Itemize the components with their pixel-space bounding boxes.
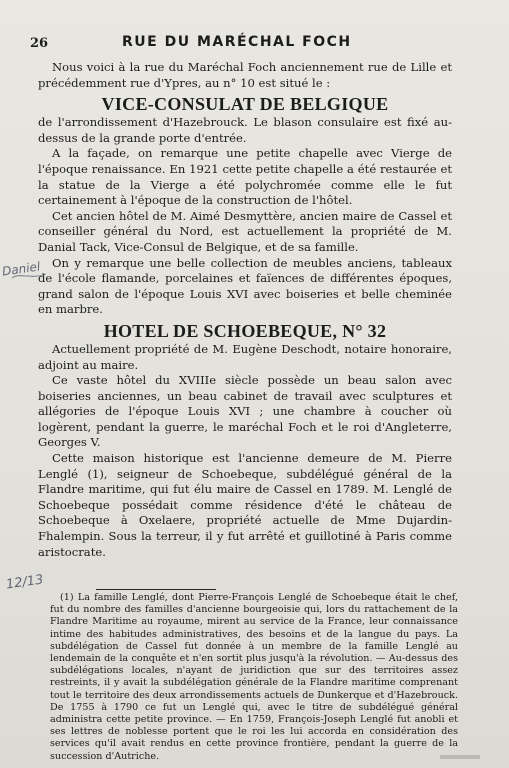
footnote <box>50 592 458 763</box>
paragraph-hotel-xviii: Ce vaste hôtel du XVIIIe siècle possède un beau salon avec boiseries anciennes, un beau cabinet de travail avec sculptures et allégories de l'époque Louis XVI ; une chambre à coucher où logèrent, pendant la guerre, le maréchal Foch et le roi d'Angleterre, Georges V. <box>38 373 452 450</box>
paragraph-lengle: Cette maison historique est l'ancienne demeure de M. Pierre Lenglé (1), seigneur de Schoebeque, subdélégué général de la Flandre maritime, qui fut élu maire de Cassel en 1789. M. Lenglé de Schoebeque possédait comme résidence d'été le château de Schoebeque à Oxelaere, propriété actuelle de Mme Dujardin-Fhalempin. Sous la terreur, il y fut arrêté et guillotiné à Paris comme aristocrate. <box>38 451 452 559</box>
footnote-text: (1) La famille Lenglé, dont Pierre-François Lenglé de Schoebeque était le chef, fut du nombre des familles d'ancienne bourgeoisie qui, lors du rattachement de la Flandre Maritime au royaume, mirent au service de la France, leur connaissance intime des habitudes administratives, des besoins et de la langue du pays. La subdélégation de Cassel fut donnée à un membre de la famille Lenglé au lendemain de la conquête et n'en sortit plus jusqu'à la révolution. — Au-dessus des subdélégations locales, n'ayant de juridiction que sur des territoires assez restreints, il y avait la subdélégation générale de la Flandre maritime comprenant tout le territoire des deux arrondissements actuels de Dunkerque et d'Hazebrouck. De 1755 à 1790 ce fut un Lenglé qui, avec le titre de subdélégué général administra cette petite province. — En 1759, François-Joseph Lenglé fut anobli et ses lettres de noblesse portent que le roi les lui accorda en considération des services qu'il avait rendus en cette province frontière, pendant la guerre de la succession d'Autriche. <box>50 592 458 762</box>
paragraph-deschodt: Actuellement propriété de M. Eugène Deschodt, notaire honoraire, adjoint au maire. <box>38 341 452 372</box>
main-text <box>38 60 452 560</box>
handwritten-margin-note: Daniel <box>1 259 42 279</box>
running-title: RUE DU MARÉCHAL FOCH <box>122 34 352 50</box>
paragraph-blason: de l'arrondissement d'Hazebrouck. Le blason consulaire est fixé au-dessus de la grande porte d'entrée. <box>38 115 452 145</box>
running-header <box>30 34 490 54</box>
footnote-rule <box>96 589 216 590</box>
heading-hotel-schoebeque: HOTEL DE SCHOEBEQUE, N° 32 <box>103 320 387 341</box>
handwritten-page-numbers: 12/13 <box>5 572 45 593</box>
paragraph-desmyttere: Cet ancien hôtel de M. Aimé Desmyttère, ancien maire de Cassel et conseiller général du Nord, est actuellement la propriété de M. Danial Tack, Vice-Consul de Belgique, et de sa famille. <box>38 208 452 254</box>
paragraph-facade: A la façade, on remarque une petite chapelle avec Vierge de l'époque renaissance. En 1921 cette petite chapelle a été restaurée et la statue de la Vierge a été polychromée comme elle le fut certainement à l'époque de la construction de l'hôtel. <box>38 146 452 208</box>
page-number: 26 <box>30 36 49 51</box>
handwritten-stroke <box>10 268 50 282</box>
scan-mark <box>440 755 480 759</box>
paragraph-collection: On y remarque une belle collection de meubles anciens, tableaux de l'école flamande, porcelaines et faïences de différentes époques, grand salon de l'époque Louis XVI avec boiseries et belle cheminée en marbre. <box>38 255 452 317</box>
heading-vice-consulat: VICE-CONSULAT DE BELGIQUE <box>101 94 389 115</box>
intro-paragraph: Nous voici à la rue du Maréchal Foch anciennement rue de Lille et précédemment rue d'Ypres, au n° 10 est situé le : <box>38 60 452 90</box>
